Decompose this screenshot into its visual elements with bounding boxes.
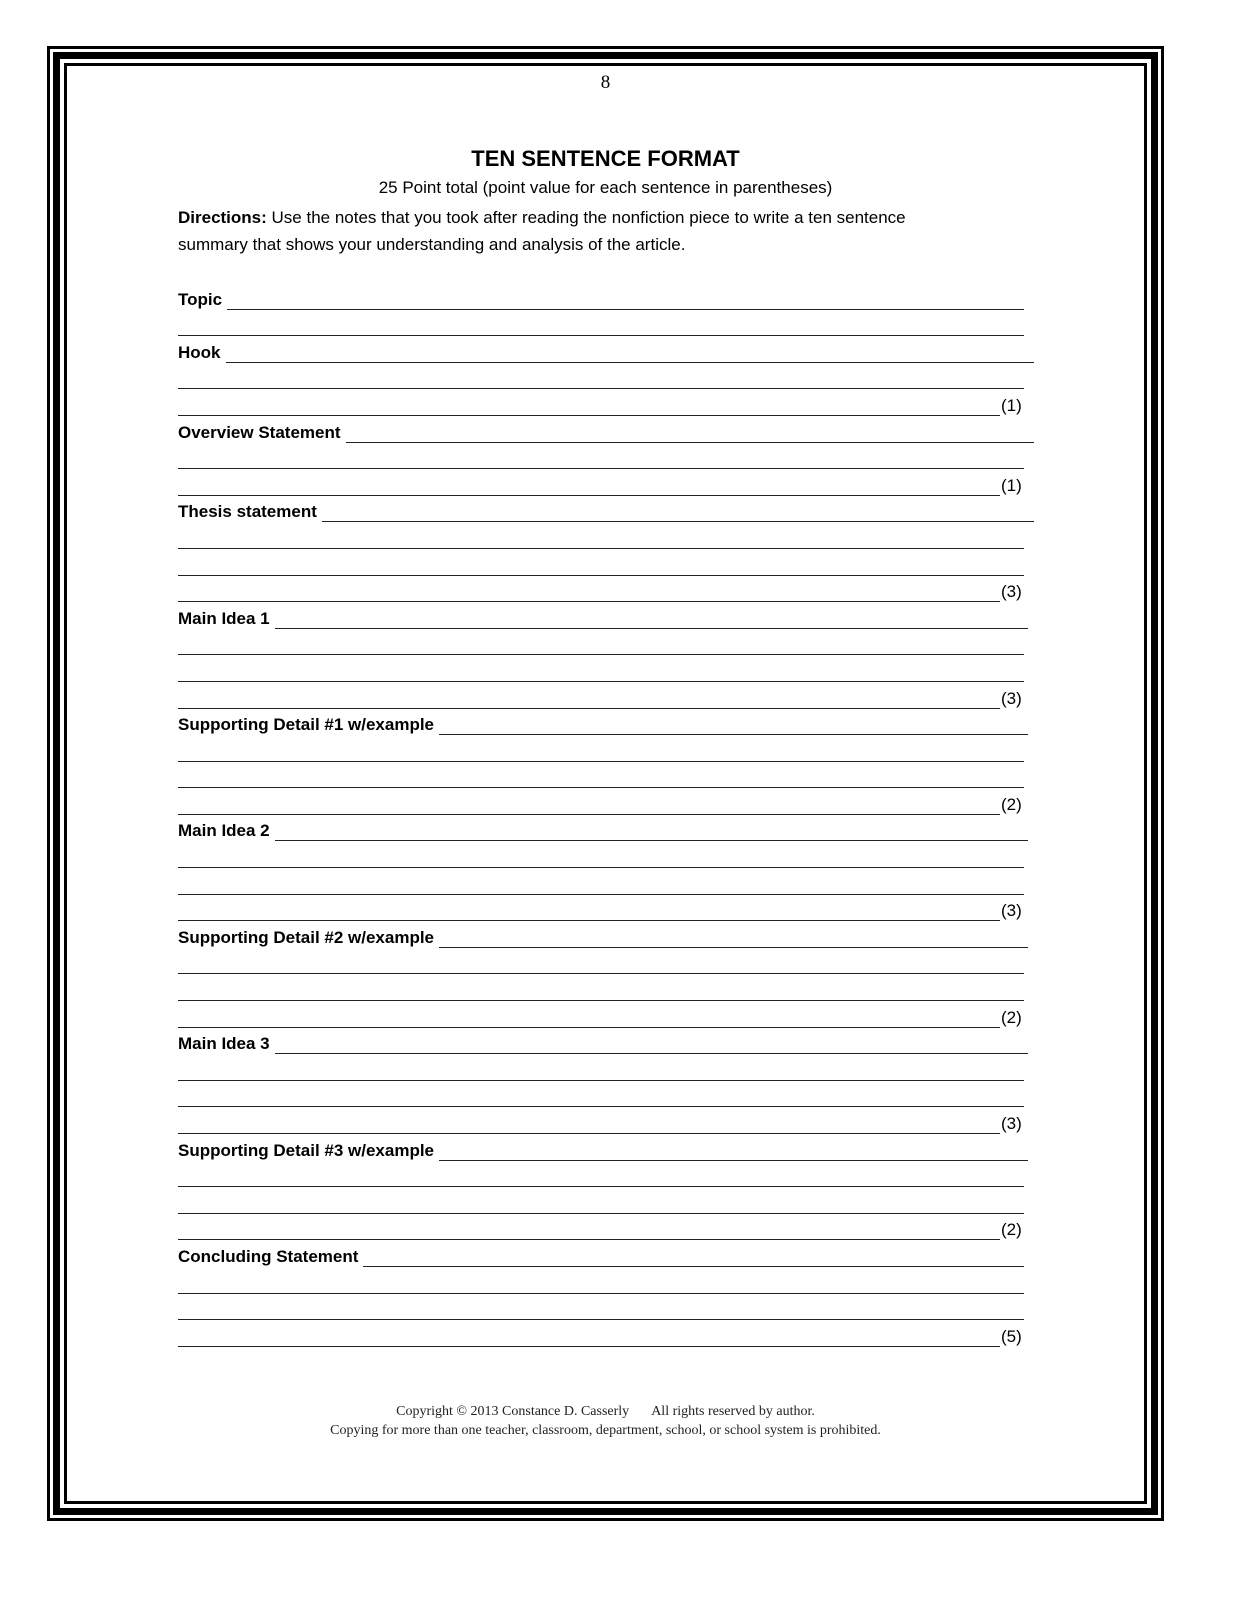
answer-row [178,762,1038,789]
answer-row [178,1294,1038,1321]
answer-row [178,895,1038,922]
point-total-subtitle: 25 Point total (point value for each sentence in parentheses) [378,178,833,197]
section-label: Main Idea 1 [178,608,270,628]
point-value: (3) [1001,901,1022,921]
directions-text: Use the notes that you took after reading the nonfiction piece to write a ten sentence summary that shows your understanding and analysis of the article. [178,208,906,254]
answer-row [178,576,1038,603]
section-label: Topic [178,289,223,309]
copying-notice: Copying for more than one teacher, classroom, department, school, or school system is prohibited. [330,1423,881,1438]
section-label: Hook [178,342,221,362]
answer-row [178,1081,1038,1108]
section-thesis-statement [178,496,1038,523]
answer-row [178,655,1038,682]
section-topic [178,283,1038,310]
answer-row [178,735,1038,762]
footer [0,1402,1211,1440]
answer-row [178,363,1038,390]
answer-row [178,1161,1038,1188]
answer-row [178,1054,1038,1081]
answer-row [178,1320,1038,1347]
section-supporting-detail-1-w-example [178,709,1038,736]
copyright-text: Copyright © 2013 Constance D. Casserly [396,1404,630,1419]
summary-form [178,283,1038,1347]
point-value: (2) [1001,794,1022,814]
section-label: Supporting Detail #3 w/example [178,1140,435,1160]
section-hook [178,336,1038,363]
section-main-idea-3 [178,1028,1038,1055]
directions [178,204,978,258]
section-label: Supporting Detail #2 w/example [178,927,435,947]
section-label: Thesis statement [178,502,317,522]
answer-row [178,469,1038,496]
answer-row [178,948,1038,975]
point-value: (5) [1001,1326,1022,1346]
section-supporting-detail-2-w-example [178,921,1038,948]
answer-row [178,389,1038,416]
answer-row [178,1001,1038,1028]
section-label: Overview Statement [178,422,341,442]
answer-row [178,629,1038,656]
answer-row [178,443,1038,470]
answer-row [178,310,1038,337]
point-value: (2) [1001,1220,1022,1240]
section-label: Main Idea 2 [178,821,270,841]
section-label: Concluding Statement [178,1246,359,1266]
answer-line[interactable] [178,1345,1000,1347]
directions-label: Directions: [178,208,267,227]
rights-text: All rights reserved by author. [651,1404,815,1419]
answer-row [178,522,1038,549]
answer-row [178,1267,1038,1294]
point-value: (3) [1001,688,1022,708]
point-value: (1) [1001,475,1022,495]
point-value: (1) [1001,395,1022,415]
answer-row [178,868,1038,895]
section-label: Main Idea 3 [178,1034,270,1054]
point-value: (2) [1001,1007,1022,1027]
answer-row [178,1214,1038,1241]
answer-row [178,788,1038,815]
section-concluding-statement [178,1240,1038,1267]
answer-row [178,549,1038,576]
section-main-idea-2 [178,815,1038,842]
answer-row [178,841,1038,868]
point-value: (3) [1001,582,1022,602]
section-main-idea-1 [178,602,1038,629]
answer-row [178,682,1038,709]
answer-row [178,974,1038,1001]
answer-row [178,1107,1038,1134]
page-number: 8 [600,72,611,93]
point-value: (3) [1001,1114,1022,1133]
section-label: Supporting Detail #1 w/example [178,715,435,735]
copyright-line [0,1402,1211,1421]
page-title: TEN SENTENCE FORMAT [471,146,740,171]
section-overview-statement [178,416,1038,443]
section-supporting-detail-3-w-example [178,1134,1038,1161]
answer-row [178,1187,1038,1214]
